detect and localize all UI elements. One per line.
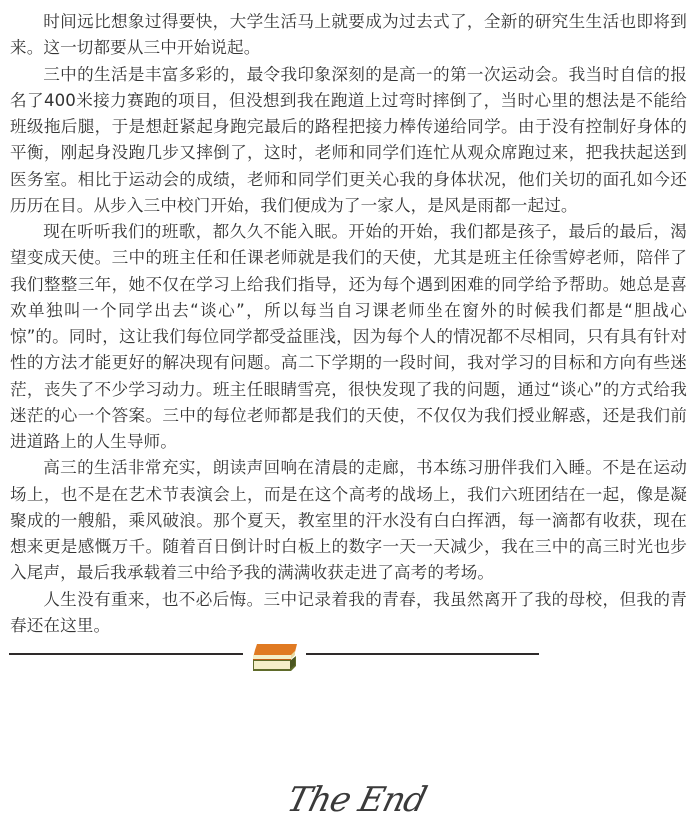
paragraph-sports-day: 三中的生活是丰富多彩的，最令我印象深刻的是高一的第一次运动会。我当时自信的报名了400米接力赛跑的项目，但没想到我在跑道上过弯时摔倒了，当时心里的想法是不能给班级拖后腿，于是想赶紧起身跑完最后的路程把接力棒传递给同学。由于没有控制好身体的平衡，刚起身没跑几步又摔倒了，这时，老师和同学们连忙从观众席跑过来，把我扶起送到医务室。相比于运动会的成绩，老师和同学们更关心我的身体状况，他们关切的面孔如今还历历在目。从步入三中校门开始，我们便成为了一家人，是风是雨都一起过。 [10,64,687,215]
books-icon [247,638,303,674]
divider-line-right [306,653,539,655]
paragraph-intro: 时间远比想象过得要快，大学生活马上就要成为过去式了，全新的研究生生活也即将到来。这一切都要从三中开始说起。 [10,12,687,58]
paragraph-conclusion: 人生没有重来，也不必后悔。三中记录着我的青春，我虽然离开了我的母校，但我的青春还在这里。 [10,589,687,635]
article-body [10,9,687,639]
divider-line-left [9,653,243,655]
section-divider [9,636,539,676]
paragraph-teachers: 现在听听我们的班歌，都久久不能入眠。开始的开始，我们都是孩子，最后的最后，渴望变成天使。三中的班主任和任课老师就是我们的天使，尤其是班主任徐雪婷老师，陪伴了我们整整三年，她不仅在学习上给我们指导，还为每个遇到困难的同学给予帮助。她总是喜欢单独叫一个同学出去“谈心”，所以每当自习课老师坐在窗外的时候我们都是“胆战心惊”的。同时，这让我们每位同学都受益匪浅，因为每个人的情况都不尽相同，只有具有针对性的方法才能更好的解决现有问题。高二下学期的一段时间，我对学习的目标和方向有些迷茫，丧失了不少学习动力。班主任眼睛雪亮，很快发现了我的问题，通过“谈心”的方式给我迷茫的心一个答案。三中的每位老师都是我们的天使，不仅仅为我们授业解惑，还是我们前进道路上的人生导师。 [10,222,687,451]
the-end-signature: The End [283,780,430,820]
paragraph-senior-year: 高三的生活非常充实，朗读声回响在清晨的走廊，书本练习册伴我们入睡。不是在运动场上，也不是在艺术节表演会上，而是在这个高考的战场上，我们六班团结在一起，像是凝聚成的一艘船，乘风破浪。那个夏天，教室里的汗水没有白白挥洒，每一滴都有收获，现在想来更是感慨万千。随着百日倒计时白板上的数字一天一天减少，我在三中的高三时光也步入尾声，最后我承载着三中给予我的满满收获走进了高考的考场。 [10,458,687,583]
